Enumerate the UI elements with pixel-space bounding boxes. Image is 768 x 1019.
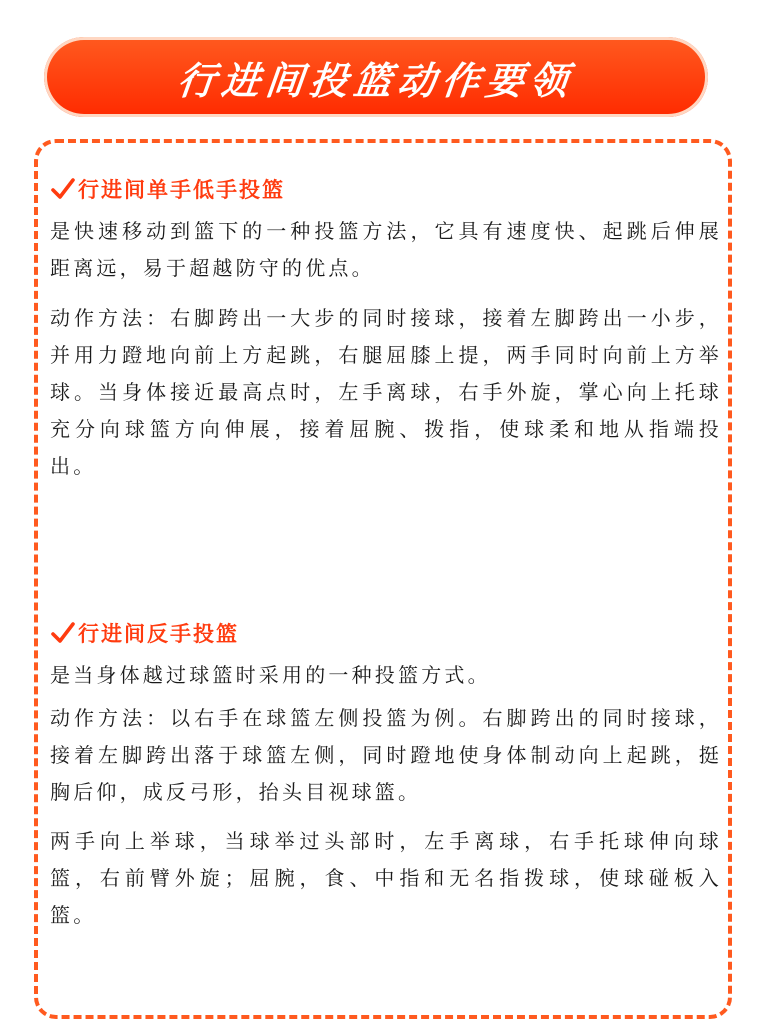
section-title-reverse-layup	[50, 618, 239, 648]
section-title-single-hand-layup	[50, 174, 285, 204]
section-2-paragraph-2: 动作方法：以右手在球篮左侧投篮为例。右脚跨出的同时接球，接着左脚跨出落于球篮左侧，同时蹬地使身体制动向上起跳，挺胸后仰，成反弓形，抬头目视球篮。	[50, 706, 722, 804]
title-banner	[44, 37, 708, 117]
section-title-text: 行进间单手低手投篮	[78, 178, 285, 202]
check-icon	[50, 620, 76, 646]
section-2-paragraph-3: 两手向上举球，当球举过头部时，左手离球，右手托球伸向球篮，右前臂外旋；屈腕，食、中指和无名指拨球，使球碰板入篮。	[50, 829, 722, 927]
section-1-paragraph-1: 是快速移动到篮下的一种投篮方法，它具有速度快、起跳后伸展距离远，易于超越防守的优点。	[50, 219, 722, 280]
check-icon	[50, 176, 76, 202]
section-title-text: 行进间反手投篮	[78, 622, 239, 646]
section-1-paragraph-2: 动作方法：右脚跨出一大步的同时接球，接着左脚跨出一小步，并用力蹬地向前上方起跳，右腿屈膝上提，两手同时向前上方举球。当身体接近最高点时，左手离球，右手外旋，掌心向上托球充分向球篮方向伸展，接着屈腕、拨指，使球柔和地从指端投出。	[50, 306, 722, 478]
page-title: 行进间投篮动作要领	[175, 58, 576, 103]
section-2-paragraph-1: 是当身体越过球篮时采用的一种投篮方式。	[50, 663, 491, 687]
